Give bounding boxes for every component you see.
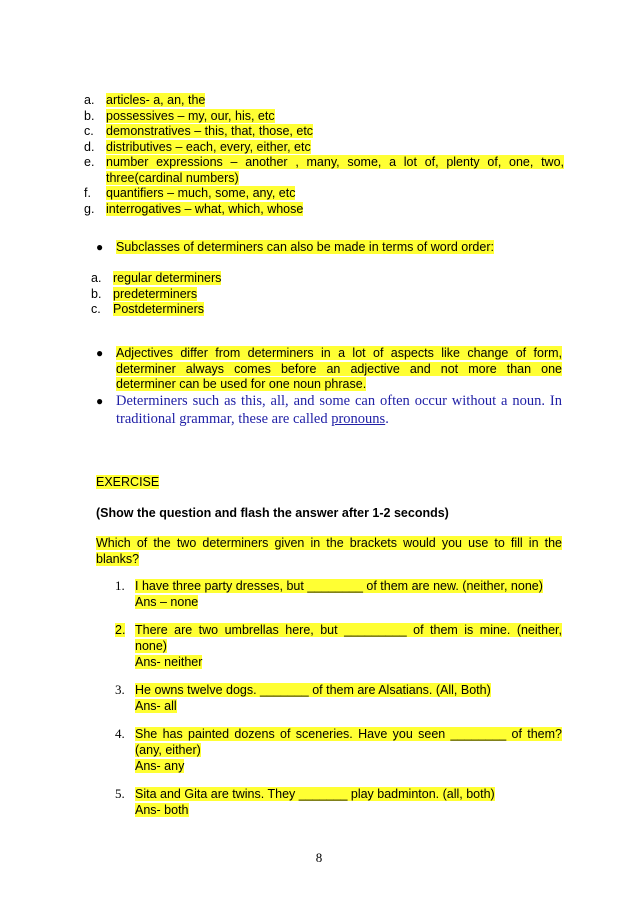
exercise-item (115, 578, 562, 610)
bullet-text: Subclasses of determiners can also be made in terms of word order: (116, 240, 494, 254)
list-item (91, 287, 571, 303)
item-number: 3. (115, 682, 125, 697)
list-item-text: number expressions – another , many, some, a lot of, plenty of, one, two, (106, 155, 564, 169)
determiner-classes-list (84, 93, 564, 217)
bullet-text: Adjectives differ from determiners in a lot of aspects like change of form, (116, 346, 562, 360)
bullet-text: determiner can be used for one noun phrase. (116, 377, 367, 391)
list-marker: b. (84, 108, 95, 123)
exercise-item (115, 786, 562, 818)
item-question: Sita and Gita are twins. They _______ play badminton. (all, both) (135, 787, 495, 801)
list-item (84, 124, 564, 140)
list-item (91, 271, 571, 287)
item-answer: Ans- neither (135, 655, 203, 669)
list-marker: b. (91, 286, 102, 301)
list-item (84, 202, 564, 218)
item-question: There are two umbrellas here, but _________ of them is mine. (neither, (135, 623, 562, 637)
list-item-text: possessives – my, our, his, etc (106, 108, 275, 123)
list-marker: f. (84, 186, 91, 200)
exercise-item (115, 622, 562, 670)
bullet-text: . (385, 411, 389, 427)
bullet-text: determiner always comes before an adjective and not more than one (116, 361, 562, 376)
exercise-instruction: (Show the question and flash the answer after 1-2 seconds) (96, 506, 449, 520)
page-number: 8 (315, 850, 323, 865)
list-item-text: quantifiers – much, some, any, etc (106, 186, 296, 200)
question-text: Which of the two determiners given in the brackets would you use to fill in the (96, 536, 562, 550)
list-item-text: distributives – each, every, either, etc (106, 139, 311, 154)
list-marker: c. (91, 302, 101, 316)
bullet-icon: ● (96, 346, 104, 360)
bullet-item (96, 346, 562, 393)
item-answer: Ans- all (135, 699, 177, 713)
exercise-heading (96, 474, 562, 490)
list-item-text: predeterminers (113, 286, 198, 301)
exercise-item (115, 726, 562, 774)
list-item-text: articles- a, an, the (106, 93, 206, 107)
item-number-text: 2. (115, 623, 126, 637)
list-marker: e. (84, 155, 95, 169)
list-item (84, 140, 564, 156)
bullet-item (96, 392, 562, 428)
item-question: He owns twelve dogs. _______ of them are Alsatians. (All, Both) (135, 683, 491, 697)
list-marker: d. (84, 139, 95, 154)
pronouns-link[interactable]: pronouns (331, 411, 386, 427)
list-item-text: demonstratives – this, that, those, etc (106, 124, 314, 138)
item-answer: Ans – none (135, 595, 199, 609)
exercise-item (115, 682, 562, 714)
item-number: 5. (115, 786, 125, 801)
item-number: 1. (115, 578, 125, 593)
list-item (84, 93, 564, 109)
list-marker: a. (84, 93, 95, 107)
bullet-item (96, 240, 562, 256)
bullet-icon: ● (96, 394, 104, 408)
word-order-list (91, 271, 571, 318)
item-answer: Ans- both (135, 803, 189, 817)
exercise-question (96, 535, 562, 567)
item-number: 4. (115, 726, 125, 741)
item-answer: Ans- any (135, 759, 185, 773)
list-marker: c. (84, 124, 94, 138)
list-item-text-continued: three(cardinal numbers) (106, 170, 239, 185)
item-question-continued: none) (135, 639, 167, 653)
item-question-continued: (any, either) (135, 743, 201, 757)
item-number (115, 622, 135, 670)
list-item (84, 109, 564, 125)
list-item (84, 155, 564, 186)
question-text: blanks? (96, 552, 140, 566)
list-item (84, 186, 564, 202)
list-marker: a. (91, 271, 102, 285)
list-item-text: Postdeterminers (113, 302, 205, 316)
list-item-text: interrogatives – what, which, whose (106, 201, 304, 216)
bullet-text: Determiners such as this, all, and some can often occur without a noun. In (116, 393, 562, 409)
item-question: She has painted dozens of sceneries. Have you seen ________ of them? (135, 727, 562, 741)
bullet-text: traditional grammar, these are called (116, 411, 332, 427)
exercise-heading-text: EXERCISE (96, 475, 160, 489)
item-question: I have three party dresses, but ________ of them are new. (neither, none) (135, 579, 543, 593)
list-marker: g. (84, 201, 95, 216)
list-item-text: regular determiners (113, 271, 222, 285)
list-item (91, 302, 571, 318)
bullet-icon: ● (96, 240, 104, 254)
